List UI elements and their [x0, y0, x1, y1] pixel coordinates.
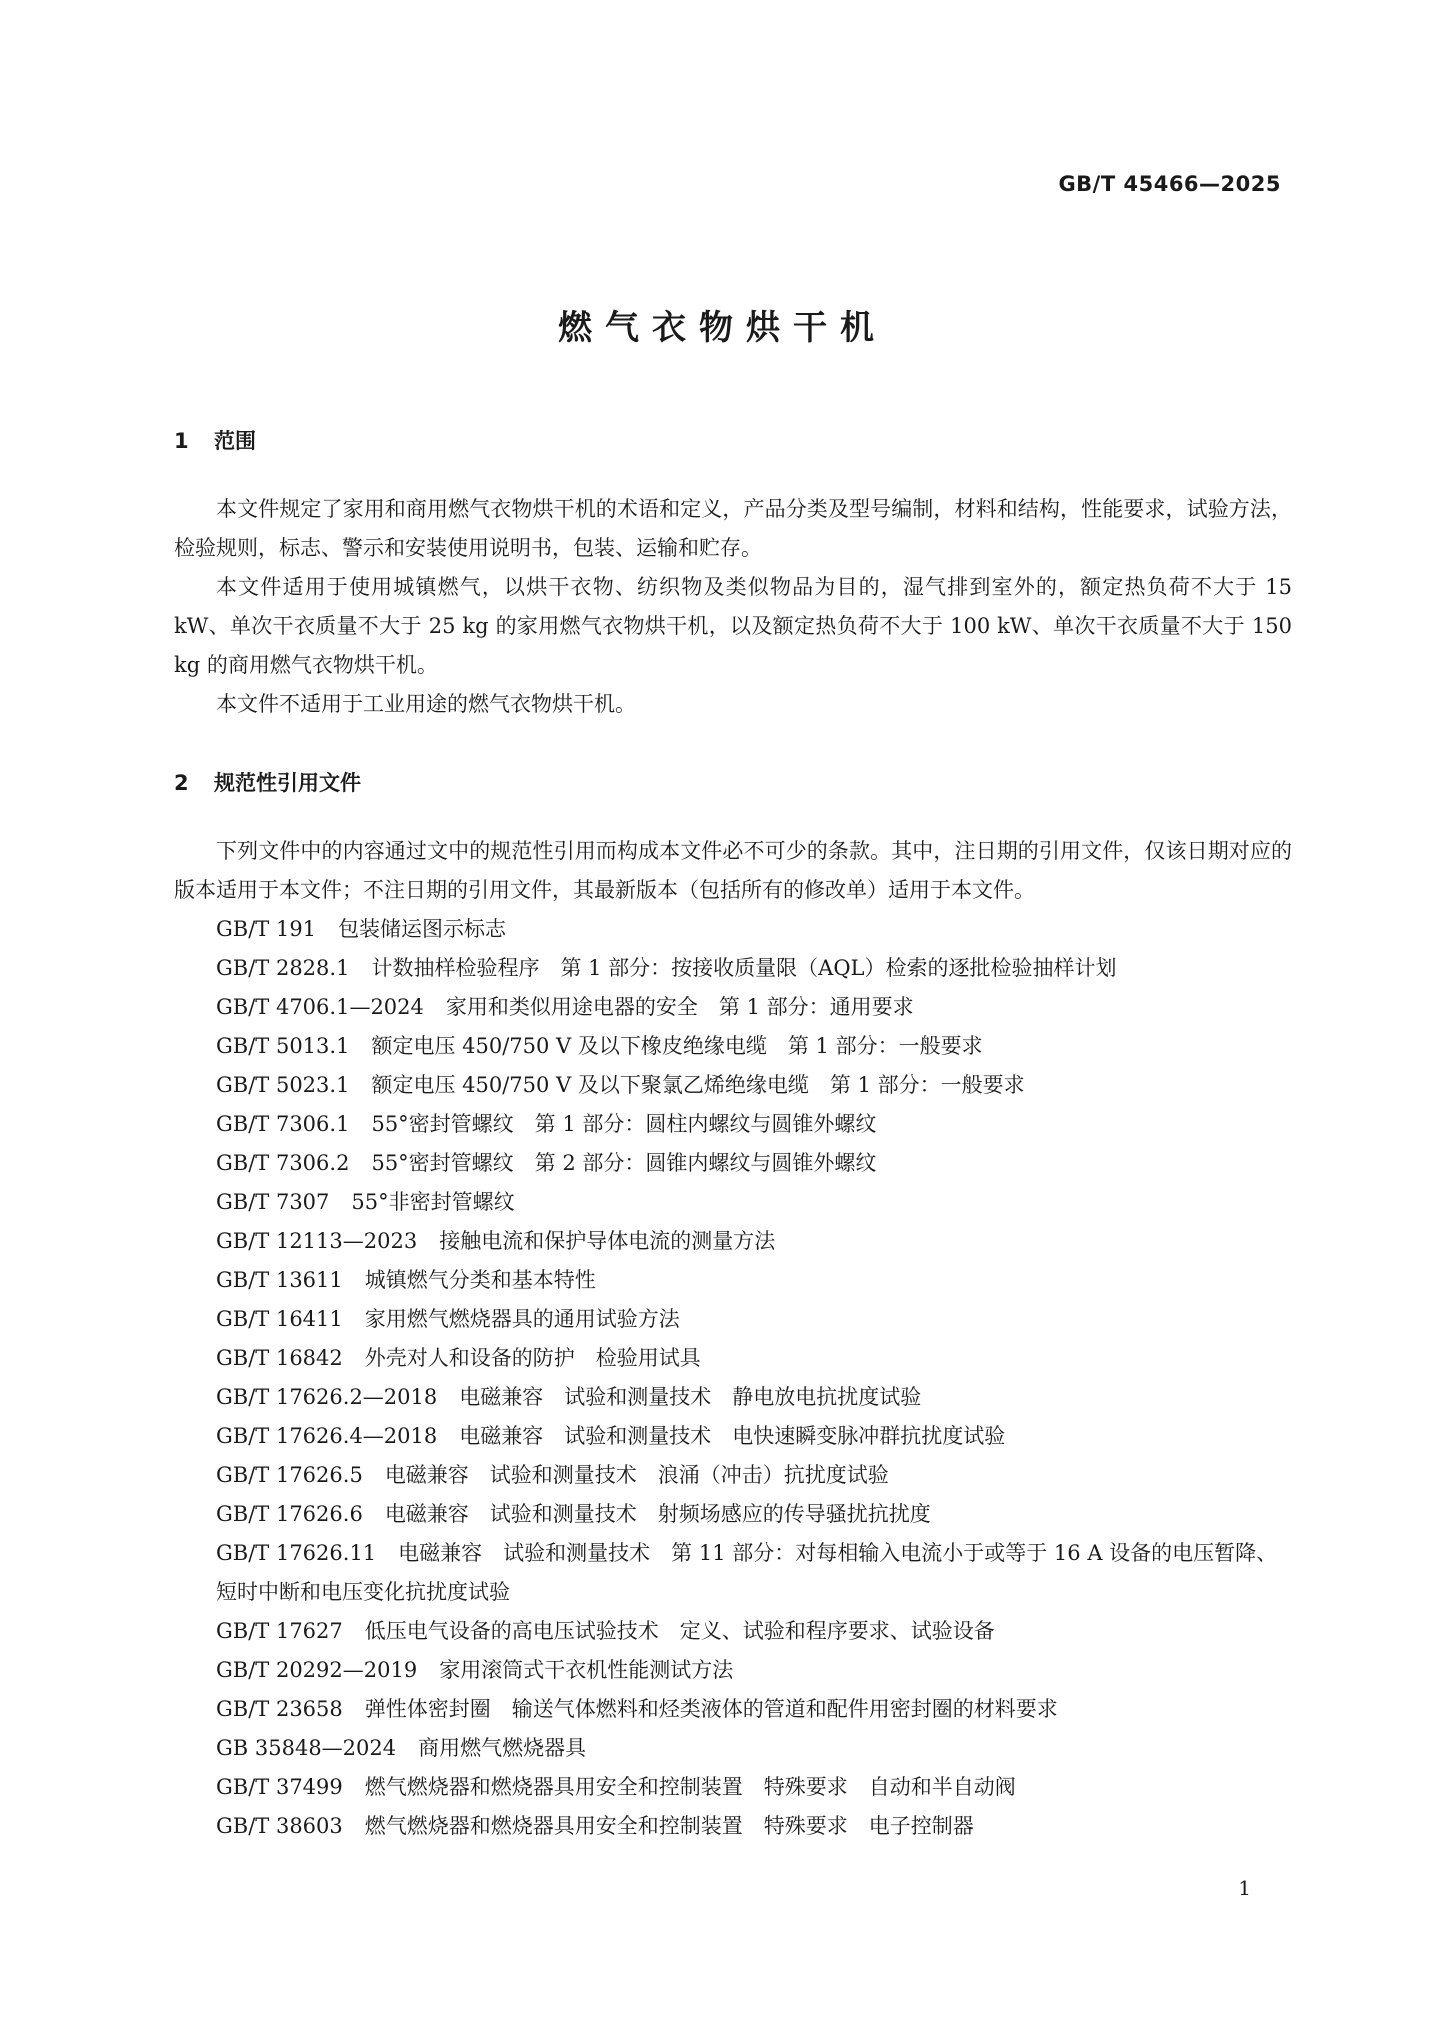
- reference-item: [174, 1651, 1292, 1690]
- reference-item: [174, 949, 1292, 988]
- reference-title: 燃气燃烧器和燃烧器具用安全和控制装置 特殊要求 自动和半自动阀: [364, 1775, 1016, 1799]
- reference-item: [174, 1222, 1292, 1261]
- reference-code: GB/T 191: [216, 917, 317, 941]
- section-1-body: [174, 490, 1292, 724]
- reference-item: [174, 1807, 1292, 1846]
- reference-code: GB/T 16411: [216, 1307, 343, 1331]
- reference-code: GB/T 17626.4—2018: [216, 1424, 438, 1448]
- section-title: 规范性引用文件: [214, 771, 361, 795]
- reference-title: 城镇燃气分类和基本特性: [364, 1268, 596, 1292]
- reference-code: GB/T 7307: [216, 1190, 330, 1214]
- references-intro: 下列文件中的内容通过文中的规范性引用而构成本文件必不可少的条款。其中，注日期的引用文件，仅该日期对应的版本适用于本文件；不注日期的引用文件，其最新版本（包括所有的修改单）适用于本文件。: [174, 839, 1292, 902]
- document-title: 燃气衣物烘干机: [558, 308, 887, 348]
- reference-code: GB/T 17627: [216, 1619, 343, 1643]
- reference-item: [174, 1690, 1292, 1729]
- reference-title: 燃气燃烧器和燃烧器具用安全和控制装置 特殊要求 电子控制器: [364, 1814, 974, 1838]
- reference-code: GB/T 23658: [216, 1697, 343, 1721]
- reference-title: 电磁兼容 试验和测量技术 电快速瞬变脉冲群抗扰度试验: [459, 1424, 1006, 1448]
- section-title: 范围: [214, 429, 256, 453]
- reference-code: GB/T 7306.2: [216, 1151, 350, 1175]
- reference-code: GB/T 12113—2023: [216, 1229, 418, 1253]
- reference-item: [174, 1768, 1292, 1807]
- reference-title: 家用和类似用途电器的安全 第 1 部分：通用要求: [445, 995, 914, 1019]
- reference-item: [174, 1378, 1292, 1417]
- reference-title: 外壳对人和设备的防护 检验用试具: [364, 1346, 701, 1370]
- reference-title: 额定电压 450/750 V 及以下聚氯乙烯绝缘电缆 第 1 部分：一般要求: [371, 1073, 1025, 1097]
- page-number: 1: [1238, 1876, 1251, 1900]
- reference-code: GB/T 20292—2019: [216, 1658, 418, 1682]
- reference-item: [174, 1027, 1292, 1066]
- reference-list: [174, 910, 1292, 1846]
- reference-title: 电磁兼容 试验和测量技术 静电放电抗扰度试验: [459, 1385, 922, 1409]
- reference-code: GB/T 17626.11: [216, 1541, 377, 1565]
- reference-code: GB/T 17626.6: [216, 1502, 363, 1526]
- reference-title: 电磁兼容 试验和测量技术 浪涌（冲击）抗扰度试验: [384, 1463, 889, 1487]
- reference-code: GB 35848—2024: [216, 1736, 397, 1760]
- reference-title: 接触电流和保护导体电流的测量方法: [439, 1229, 776, 1253]
- reference-code: GB/T 16842: [216, 1346, 343, 1370]
- scope-paragraph: 本文件适用于使用城镇燃气，以烘干衣物、纺织物及类似物品为目的，湿气排到室外的，额定热负荷不大于 15 kW、单次干衣质量不大于 25 kg 的家用燃气衣物烘干机，以及额定热负荷不大于 100 kW、单次干衣质量不大于 150 kg 的商用燃气衣物烘干机。: [174, 575, 1292, 677]
- reference-item: [174, 1417, 1292, 1456]
- reference-item: [174, 1144, 1292, 1183]
- reference-code: GB/T 17626.2—2018: [216, 1385, 438, 1409]
- reference-title: 弹性体密封圈 输送气体燃料和烃类液体的管道和配件用密封圈的材料要求: [364, 1697, 1058, 1721]
- section-1-heading: [174, 425, 256, 455]
- reference-title: 商用燃气燃烧器具: [418, 1736, 587, 1760]
- standard-code: GB/T 45466—2025: [1058, 172, 1281, 196]
- reference-item: [174, 910, 1292, 949]
- reference-item: [174, 1183, 1292, 1222]
- reference-title: 家用燃气燃烧器具的通用试验方法: [364, 1307, 680, 1331]
- reference-item: [174, 1534, 1292, 1612]
- reference-title: 55°密封管螺纹 第 1 部分：圆柱内螺纹与圆锥外螺纹: [371, 1112, 877, 1136]
- reference-code: GB/T 5013.1: [216, 1034, 350, 1058]
- reference-item: [174, 1612, 1292, 1651]
- reference-item: [174, 1105, 1292, 1144]
- reference-title: 55°密封管螺纹 第 2 部分：圆锥内螺纹与圆锥外螺纹: [371, 1151, 877, 1175]
- section-number: 1: [174, 429, 189, 453]
- reference-title: 额定电压 450/750 V 及以下橡皮绝缘电缆 第 1 部分：一般要求: [371, 1034, 983, 1058]
- reference-item: [174, 1339, 1292, 1378]
- scope-paragraph: 本文件规定了家用和商用燃气衣物烘干机的术语和定义，产品分类及型号编制，材料和结构，性能要求，试验方法，检验规则，标志、警示和安装使用说明书，包装、运输和贮存。: [174, 497, 1292, 560]
- reference-title: 低压电气设备的高电压试验技术 定义、试验和程序要求、试验设备: [364, 1619, 995, 1643]
- reference-item: [174, 1495, 1292, 1534]
- reference-title: 家用滚筒式干衣机性能测试方法: [439, 1658, 734, 1682]
- scope-paragraph: 本文件不适用于工业用途的燃气衣物烘干机。: [216, 692, 636, 716]
- reference-title: 计数抽样检验程序 第 1 部分：按接收质量限（AQL）检索的逐批检验抽样计划: [371, 956, 1117, 980]
- reference-code: GB/T 13611: [216, 1268, 343, 1292]
- reference-item: [174, 1300, 1292, 1339]
- reference-item: [174, 988, 1292, 1027]
- reference-item: [174, 1456, 1292, 1495]
- reference-code: GB/T 2828.1: [216, 956, 350, 980]
- reference-code: GB/T 37499: [216, 1775, 343, 1799]
- reference-item: [174, 1066, 1292, 1105]
- reference-title: 电磁兼容 试验和测量技术 射频场感应的传导骚扰抗扰度: [384, 1502, 931, 1526]
- reference-code: GB/T 17626.5: [216, 1463, 363, 1487]
- reference-item: [174, 1261, 1292, 1300]
- reference-code: GB/T 4706.1—2024: [216, 995, 424, 1019]
- reference-title: 包装储运图示标志: [338, 917, 507, 941]
- section-number: 2: [174, 771, 189, 795]
- reference-code: GB/T 5023.1: [216, 1073, 350, 1097]
- section-2-body: [174, 832, 1292, 1846]
- reference-item: [174, 1729, 1292, 1768]
- reference-title: 电磁兼容 试验和测量技术 第 11 部分：对每相输入电流小于或等于 16 A 设备的电压暂降、短时中断和电压变化抗扰度试验: [216, 1541, 1278, 1604]
- reference-code: GB/T 38603: [216, 1814, 343, 1838]
- reference-title: 55°非密封管螺纹: [351, 1190, 515, 1214]
- reference-code: GB/T 7306.1: [216, 1112, 350, 1136]
- section-2-heading: [174, 767, 361, 797]
